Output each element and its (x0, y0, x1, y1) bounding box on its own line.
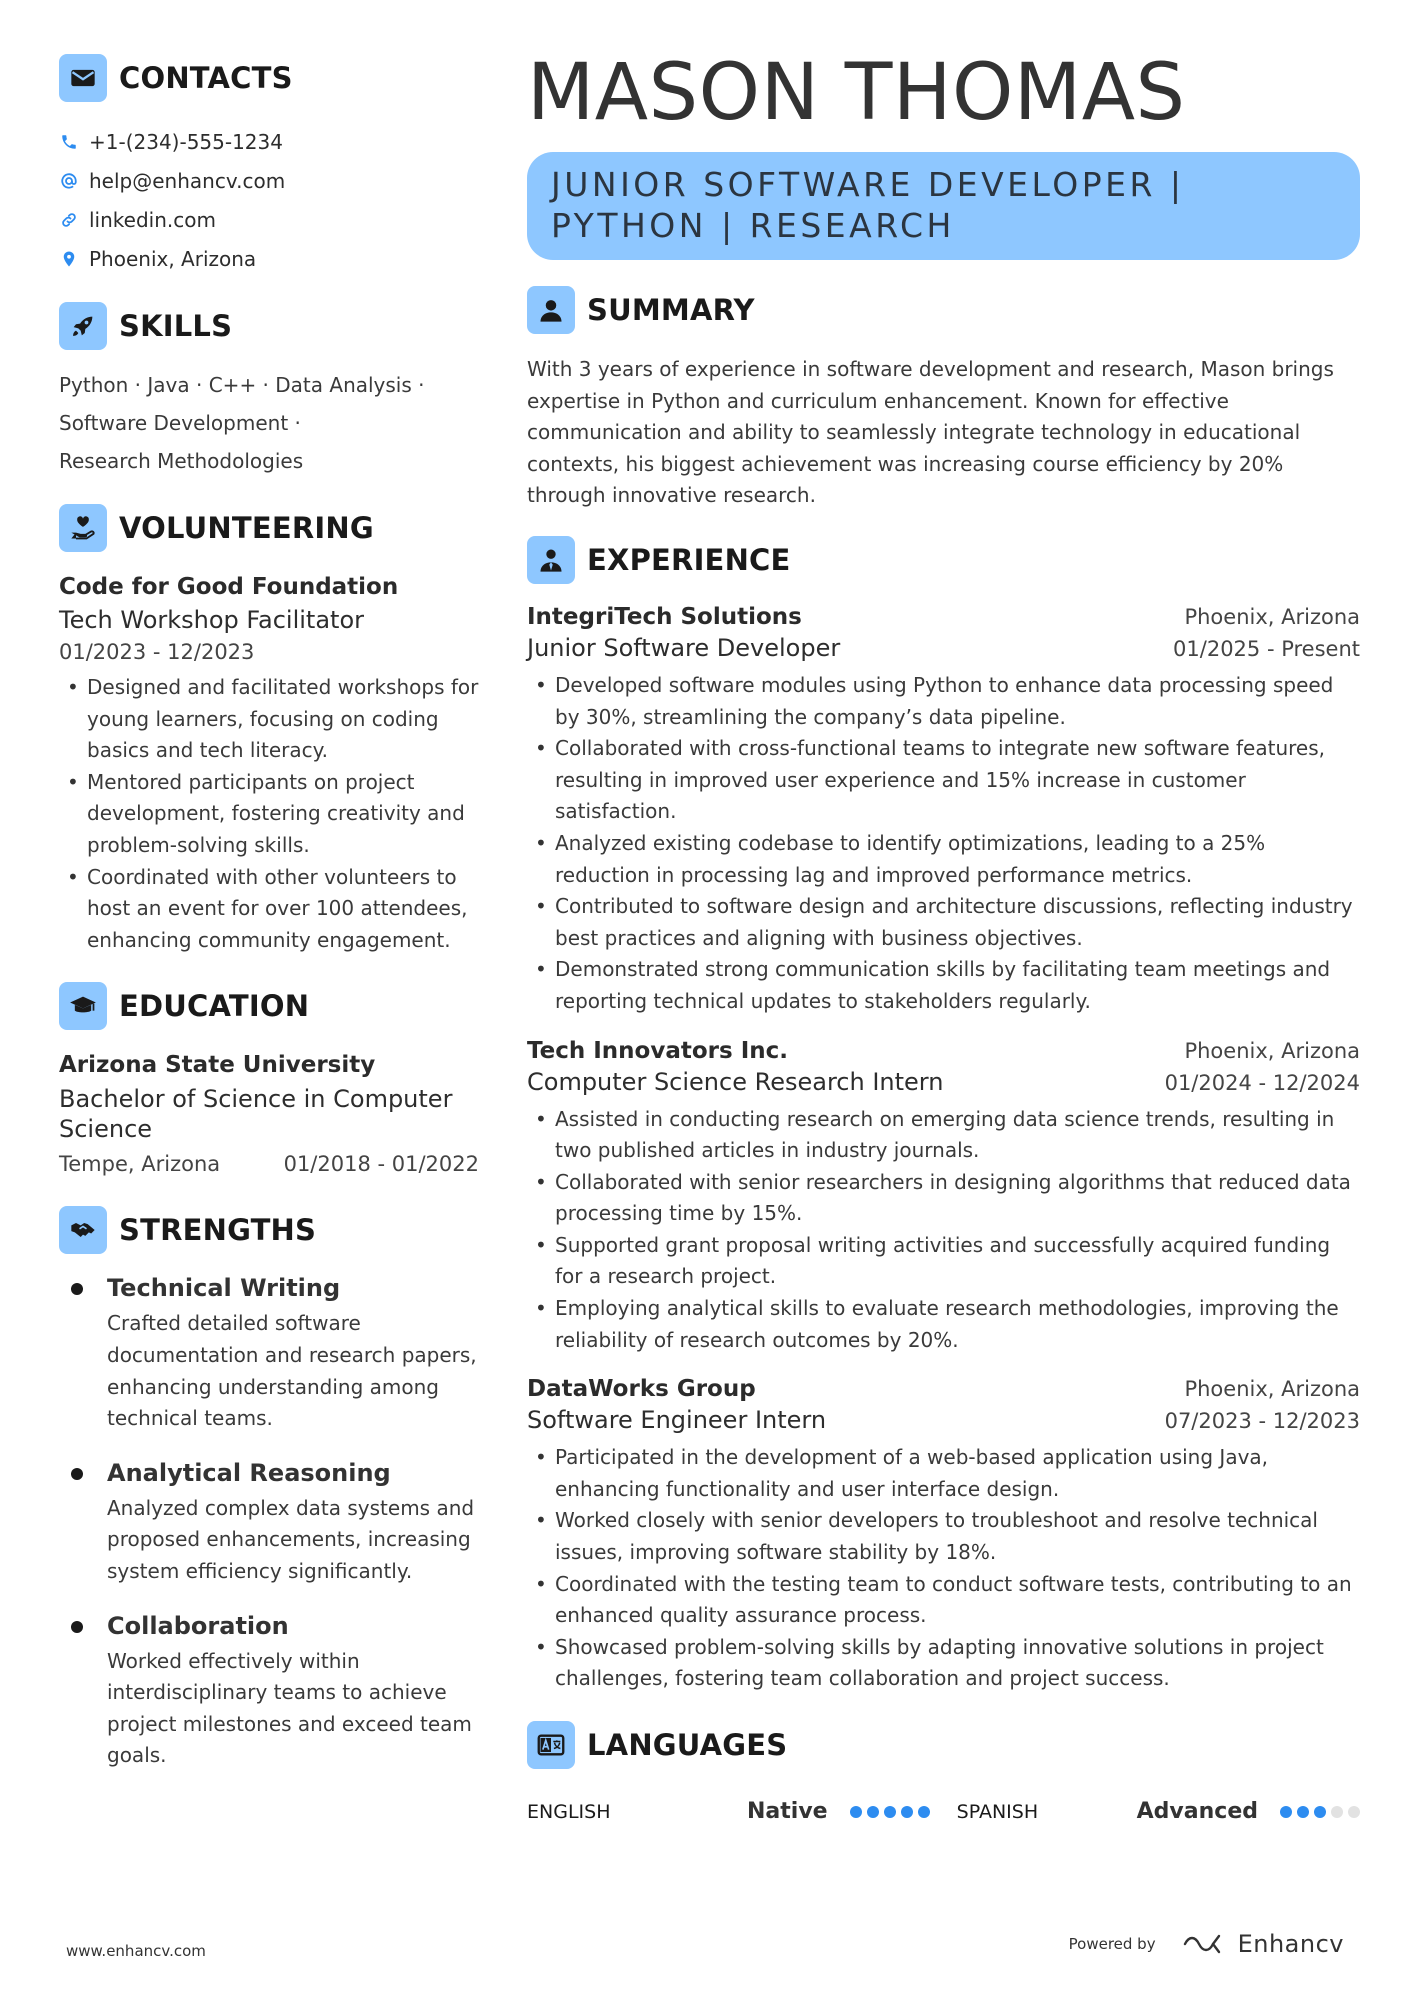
rating-dot (1314, 1806, 1326, 1818)
location-pin-icon (59, 249, 79, 269)
strength-desc: Analyzed complex data systems and proposed enhancements, increasing system efficiency significantly. (107, 1495, 475, 1583)
skills-heading: SKILLS (119, 309, 233, 343)
job-role: Computer Science Research Intern (527, 1067, 944, 1096)
contacts-header (59, 54, 479, 102)
rating-dot (901, 1806, 913, 1818)
volunteer-bullets (59, 672, 479, 956)
list-item: • Coordinated with the testing team to conduct software tests, contributing to an enhanced quality assurance process. (527, 1569, 1360, 1632)
volunteer-dates: 01/2023 - 12/2023 (59, 640, 255, 664)
left-column (59, 54, 479, 1772)
experience-heading: EXPERIENCE (587, 542, 791, 577)
skills-line: Python · Java · C++ · Data Analysis · (59, 373, 425, 397)
rocket-icon (59, 302, 107, 350)
strengths-section (59, 1206, 479, 1772)
list-item: • Developed software modules using Python to enhance data processing speed by 30%, streamlining the company’s data pipeline. (527, 670, 1360, 733)
strength-item (59, 1274, 479, 1434)
language-item (957, 1799, 1360, 1824)
language-item (527, 1799, 957, 1824)
language-name: ENGLISH (527, 1800, 611, 1823)
rating-dot (867, 1806, 879, 1818)
rating-dot (1348, 1806, 1360, 1818)
footer-branding (1069, 1930, 1344, 1958)
contact-location (59, 239, 479, 278)
user-icon (527, 286, 575, 334)
translate-icon (527, 1721, 575, 1769)
footer-website[interactable]: www.enhancv.com (66, 1942, 206, 1960)
education-section (59, 982, 479, 1176)
language-level: Native (747, 1799, 828, 1824)
education-dates: 01/2018 - 01/2022 (283, 1152, 479, 1177)
languages-heading: LANGUAGES (587, 1728, 788, 1762)
experience-item (527, 1038, 1360, 1357)
strength-item (59, 1459, 479, 1588)
experience-header (527, 536, 1360, 584)
contact-phone[interactable] (59, 122, 479, 161)
volunteering-section (59, 504, 479, 956)
location-text: Phoenix, Arizona (89, 246, 257, 271)
contact-linkedin[interactable] (59, 200, 479, 239)
list-item: • Analyzed existing codebase to identify optimizations, leading to a 25% reduction in processing lag and improved performance metrics. (527, 828, 1360, 891)
education-header (59, 982, 479, 1030)
rating-dot (850, 1806, 862, 1818)
volunteering-heading: VOLUNTEERING (119, 511, 374, 545)
at-sign-icon (59, 171, 79, 191)
job-location: Phoenix, Arizona (1184, 1377, 1360, 1402)
envelope-icon (59, 54, 107, 102)
job-dates: 07/2023 - 12/2023 (1164, 1409, 1360, 1434)
skills-line: Software Development · (59, 411, 301, 435)
company-name: Tech Innovators Inc. (527, 1037, 789, 1064)
language-level: Advanced (1136, 1799, 1258, 1824)
hand-heart-icon (59, 504, 107, 552)
rating-dot (918, 1806, 930, 1818)
job-bullets (527, 1104, 1360, 1357)
list-item: • Mentored participants on project development, fostering creativity and problem-solving skills. (59, 767, 479, 862)
company-name: IntegriTech Solutions (527, 603, 802, 630)
job-location: Phoenix, Arizona (1184, 604, 1360, 629)
company-name: DataWorks Group (527, 1376, 756, 1403)
rating-dot (1280, 1806, 1292, 1818)
school-name: Arizona State University (59, 1052, 376, 1079)
list-item: • Demonstrated strong communication skills by facilitating team meetings and reporting technical updates to stakeholders regularly. (527, 954, 1360, 1017)
summary-heading: SUMMARY (587, 293, 755, 327)
job-title-band: JUNIOR SOFTWARE DEVELOPER | PYTHON | RESEARCH (527, 152, 1360, 260)
skills-line: Research Methodologies (59, 449, 304, 473)
link-icon (59, 210, 79, 230)
rating-dot (1331, 1806, 1343, 1818)
graduation-cap-icon (59, 982, 107, 1030)
volunteer-role: Tech Workshop Facilitator (59, 606, 365, 634)
job-bullets (527, 1442, 1360, 1695)
list-item: • Contributed to software design and architecture discussions, reflecting industry best practices and aligning with business objectives. (527, 891, 1360, 954)
language-rating (850, 1806, 930, 1818)
contacts-heading: CONTACTS (119, 61, 293, 95)
language-rating (1280, 1806, 1360, 1818)
summary-section (527, 286, 1360, 512)
candidate-name: MASON THOMAS (527, 48, 1186, 138)
degree: Bachelor of Science in Computer Science (59, 1085, 453, 1144)
languages-header (527, 1721, 1360, 1769)
strengths-header (59, 1206, 479, 1254)
job-role: Software Engineer Intern (527, 1406, 827, 1435)
list-item: • Showcased problem-solving skills by adapting innovative solutions in project challenges, fostering team collaboration and project success. (527, 1632, 1360, 1695)
strength-title: Analytical Reasoning (59, 1459, 479, 1487)
enhancv-logo[interactable] (1182, 1930, 1344, 1958)
job-role: Junior Software Developer (527, 633, 841, 662)
summary-header (527, 286, 1360, 334)
job-location: Phoenix, Arizona (1184, 1038, 1360, 1063)
strength-desc: Worked effectively within interdisciplinary teams to achieve project milestones and exceed team goals. (107, 1648, 472, 1768)
list-item: • Coordinated with other volunteers to host an event for over 100 attendees, enhancing community engagement. (59, 862, 479, 957)
education-heading: EDUCATION (119, 989, 310, 1024)
education-location: Tempe, Arizona (59, 1152, 221, 1177)
powered-by-text: Powered by (1068, 1935, 1156, 1953)
strengths-heading: STRENGTHS (119, 1213, 317, 1248)
brand-name: Enhancv (1237, 1930, 1344, 1958)
list-item: • Participated in the development of a web-based application using Java, enhancing functionality and user interface design. (527, 1442, 1360, 1505)
volunteer-org: Code for Good Foundation (59, 574, 399, 600)
summary-text: With 3 years of experience in software development and research, Mason brings expertise in Python and curriculum enhancement. Known for effective communication and ability to seamlessly integrate technology in educational contexts, his biggest achievement was increasing course efficiency by 20% through innovative research. (527, 357, 1334, 508)
email-text: help@enhancv.com (89, 168, 286, 193)
strength-title: Collaboration (59, 1612, 479, 1640)
rating-dot (1297, 1806, 1309, 1818)
job-dates: 01/2025 - Present (1173, 636, 1360, 661)
list-item: • Assisted in conducting research on emerging data science trends, resulting in two published articles in industry journals. (527, 1104, 1360, 1167)
skills-header (59, 302, 479, 350)
enhancv-logo-icon (1182, 1932, 1230, 1956)
contact-email[interactable] (59, 161, 479, 200)
strength-item (59, 1612, 479, 1772)
handshake-icon (59, 1206, 107, 1254)
linkedin-text: linkedin.com (89, 207, 216, 232)
skills-list (59, 366, 479, 480)
language-name: SPANISH (956, 1800, 1039, 1823)
skills-section (59, 302, 479, 480)
rating-dot (884, 1806, 896, 1818)
phone-icon (59, 132, 79, 152)
list-item: • Collaborated with senior researchers in designing algorithms that reduced data processing time by 15%. (527, 1167, 1360, 1230)
phone-text: +1-(234)-555-1234 (89, 129, 283, 154)
list-item: • Supported grant proposal writing activities and successfully acquired funding for a research project. (527, 1230, 1360, 1293)
education-details (59, 1152, 479, 1176)
business-person-icon (527, 536, 575, 584)
experience-section (527, 536, 1360, 1695)
experience-item (527, 604, 1360, 1018)
experience-item (527, 1376, 1360, 1695)
job-bullets (527, 670, 1360, 1018)
contacts-section (59, 54, 479, 278)
job-dates: 01/2024 - 12/2024 (1164, 1070, 1360, 1095)
list-item: • Worked closely with senior developers to troubleshoot and resolve technical issues, improving software stability by 18%. (527, 1505, 1360, 1568)
strength-desc: Crafted detailed software documentation and research papers, enhancing understanding among technical teams. (107, 1311, 477, 1431)
languages-section (527, 1721, 1360, 1824)
strength-title: Technical Writing (59, 1274, 479, 1302)
list-item: • Employing analytical skills to evaluate research methodologies, improving the reliability of research outcomes by 20%. (527, 1293, 1360, 1356)
right-column (527, 48, 1360, 1824)
list-item: • Collaborated with cross-functional teams to integrate new software features, resulting in improved user experience and 15% increase in customer satisfaction. (527, 733, 1360, 828)
languages-row (527, 1799, 1360, 1824)
list-item: • Designed and facilitated workshops for young learners, focusing on coding basics and tech literacy. (59, 672, 479, 767)
volunteering-header (59, 504, 479, 552)
